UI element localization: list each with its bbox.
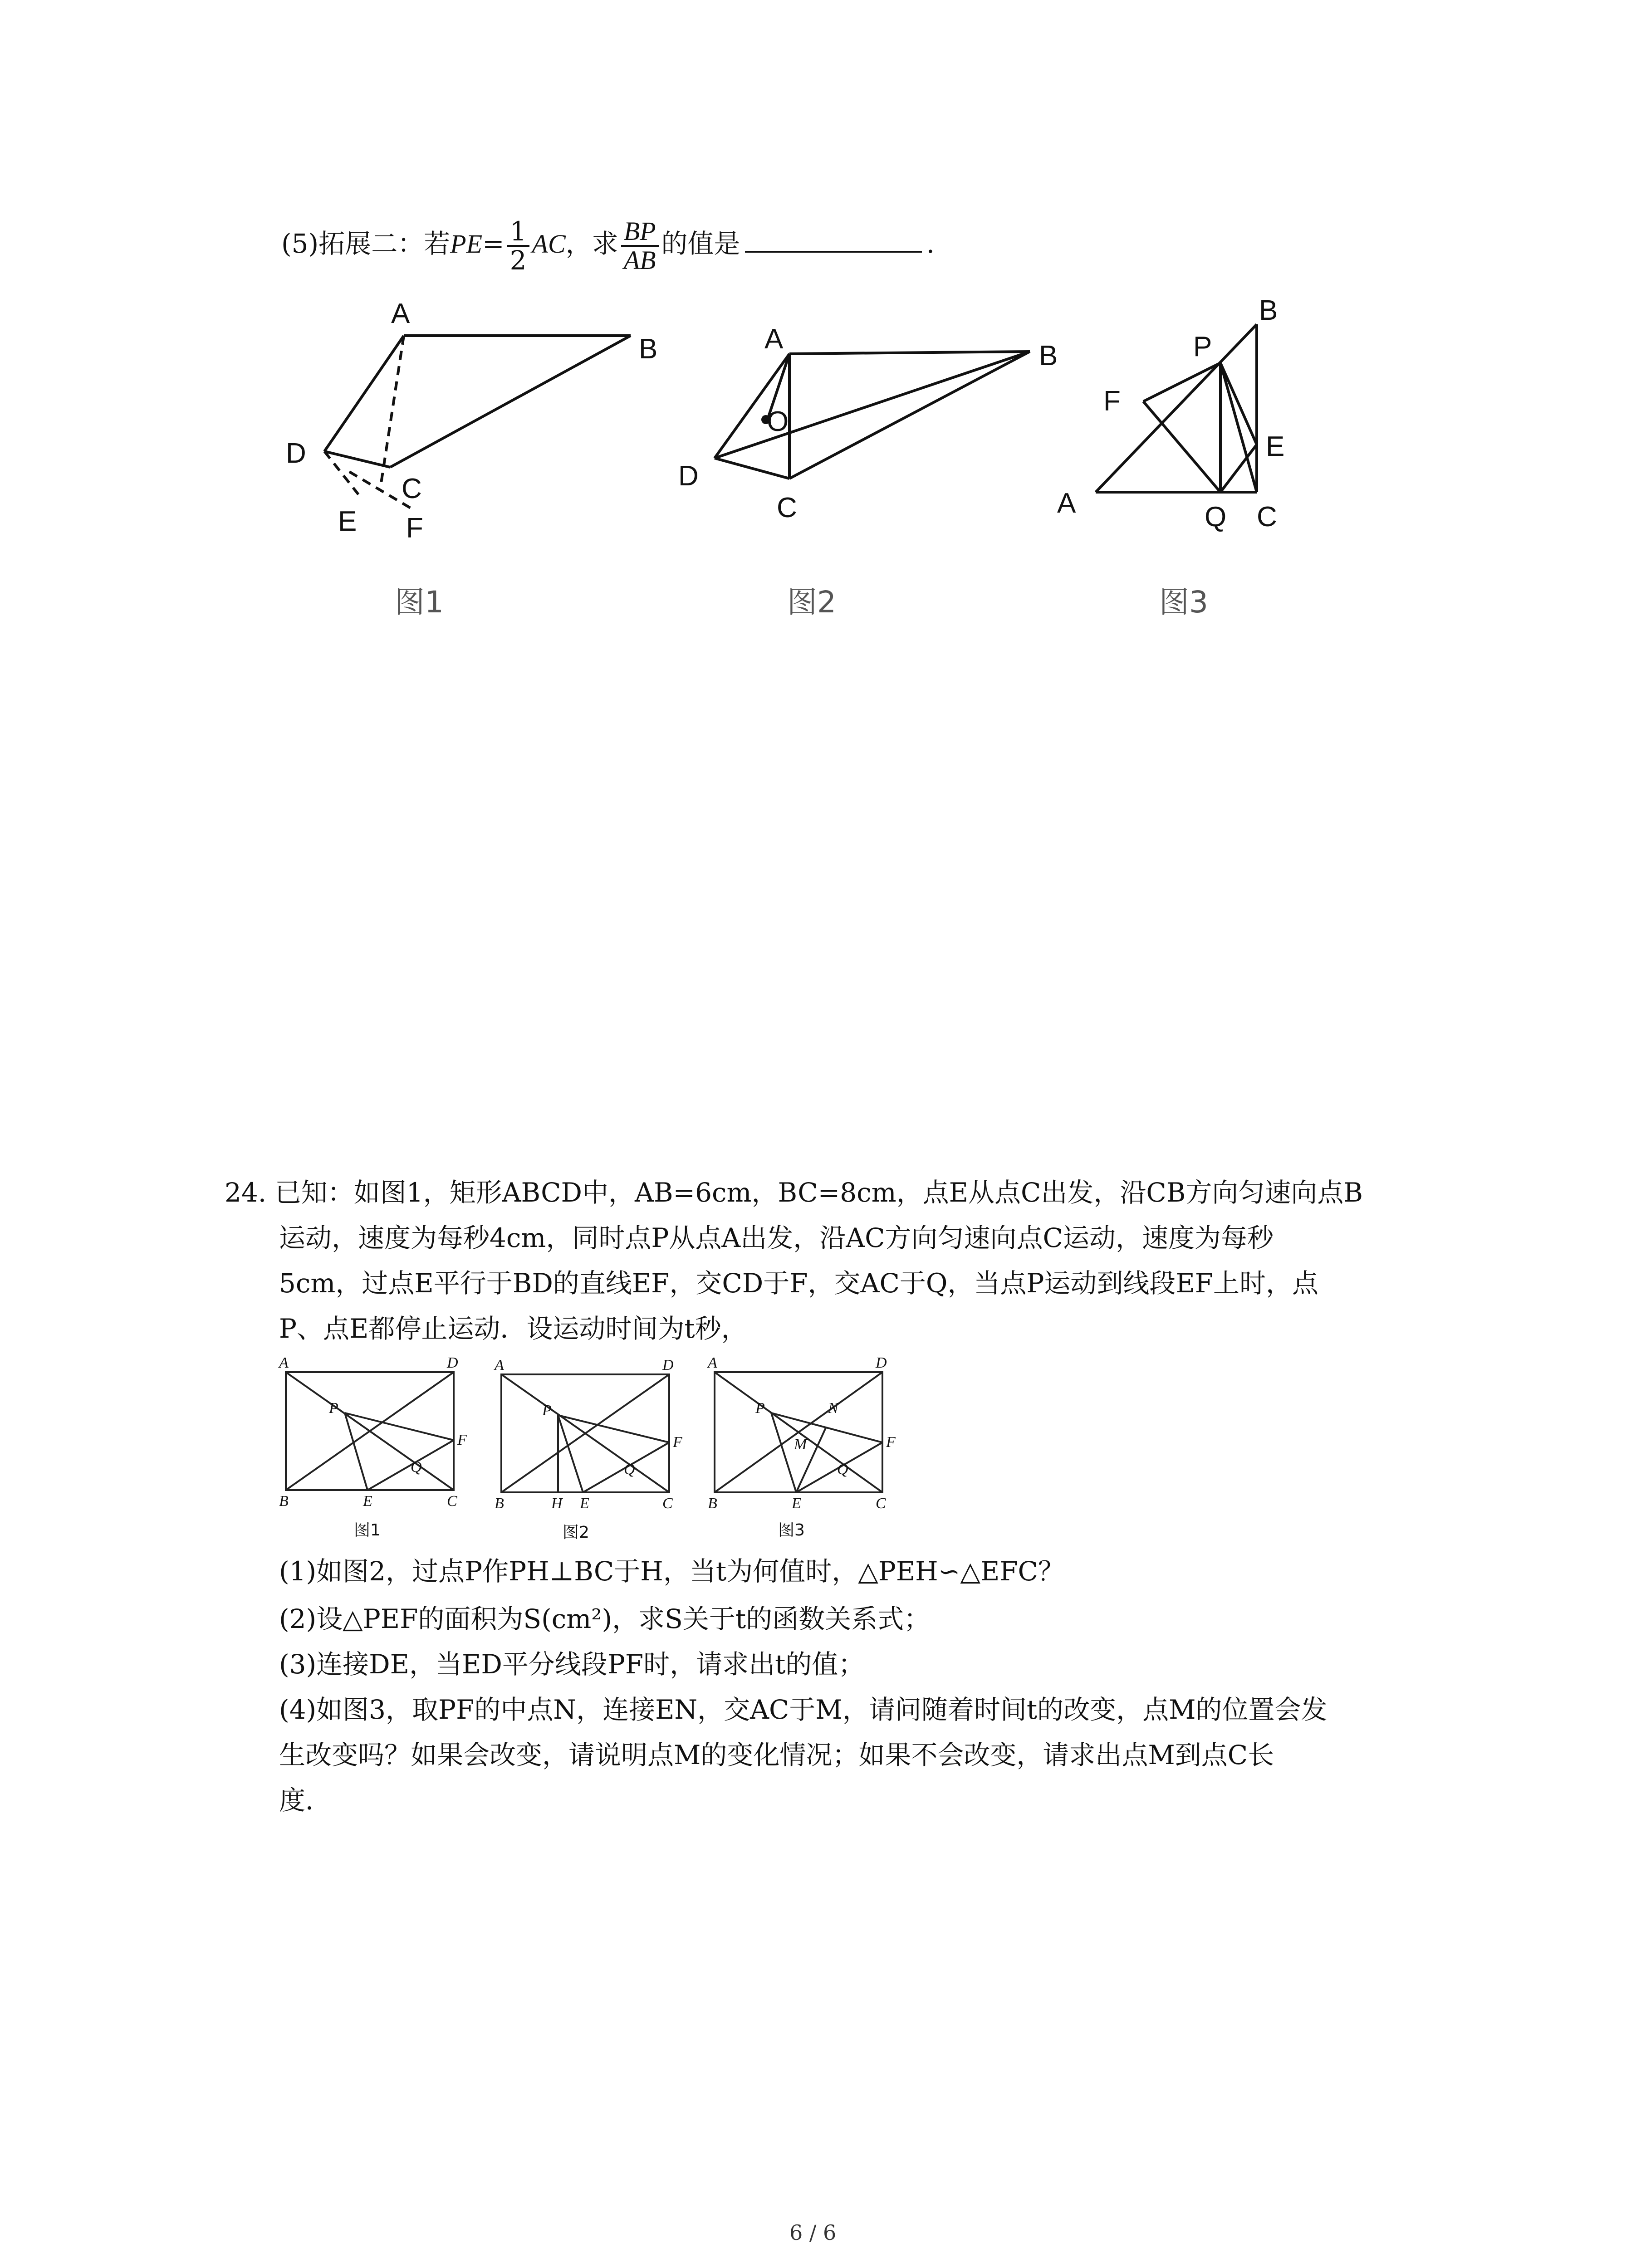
- part5-mid: ，求: [565, 228, 618, 259]
- q24-fig1-label-q: Q: [411, 1459, 422, 1476]
- q24-fig1-label-a: A: [279, 1354, 289, 1371]
- bp-ab-fraction: [621, 218, 659, 274]
- top-fig1: [324, 336, 631, 508]
- top-fig3-label-b: B: [1259, 295, 1278, 326]
- q24-fig3-label-b: B: [708, 1495, 717, 1512]
- top-fig2: [715, 352, 1030, 479]
- top-fig3-label-a: A: [1057, 488, 1076, 519]
- q24-fig3-label-a: A: [708, 1354, 717, 1371]
- q24-fig3-label-d: D: [876, 1354, 887, 1371]
- q24-fig3-label-q: Q: [837, 1461, 848, 1478]
- fraction-numerator: BP: [621, 218, 659, 247]
- q24-line2: 运动，速度为每秒4cm，同时点P从点A出发，沿AC方向匀速向点C运动，速度为每秒: [279, 1222, 1274, 1253]
- part5-eq: =: [482, 228, 505, 259]
- q24-line1: [225, 1175, 1363, 1210]
- q24-fig2-caption: 图2: [563, 1523, 589, 1542]
- q24-line1-text: 已知：如图1，矩形ABCD中，AB=6cm，BC=8cm，点E从点C出发，沿CB方向匀速向点B: [274, 1177, 1363, 1208]
- answer-blank: [745, 225, 922, 253]
- q24-fig2-label-q: Q: [624, 1461, 635, 1478]
- top-fig1-label-f: F: [406, 513, 423, 544]
- part5-prefix: (5)拓展二：若: [281, 228, 451, 259]
- part5-end: .: [926, 228, 935, 259]
- q24-line3: 5cm，过点E平行于BD的直线EF，交CD于F，交AC于Q，当点P运动到线段EF上时，点: [279, 1268, 1318, 1299]
- q24-fig3-label-p: P: [755, 1400, 765, 1417]
- q24-fig1-label-c: C: [447, 1493, 457, 1510]
- q24-fig3-label-f: F: [886, 1434, 896, 1451]
- top-fig1-label-a: A: [391, 298, 410, 329]
- q24-figures: [0, 1352, 1641, 1551]
- q24-fig2-label-a: A: [495, 1357, 504, 1374]
- top-fig1-label-e: E: [338, 506, 357, 537]
- part5-ac: AC: [532, 229, 566, 259]
- top-fig3-label-f: F: [1103, 386, 1121, 417]
- q24-number: 24.: [225, 1177, 267, 1208]
- q24-fig2-label-p: P: [542, 1402, 552, 1419]
- q24-sub3: (3)连接DE，当ED平分线段PF时，请求出t的值；: [279, 1649, 865, 1680]
- top-fig2-label-c: C: [777, 492, 797, 523]
- top-fig3-caption: 图3: [1159, 585, 1208, 620]
- top-fig1-label-d: D: [286, 438, 306, 469]
- q24-fig3-label-c: C: [876, 1495, 886, 1512]
- part5-suffix: 的值是: [661, 228, 740, 259]
- top-fig2-label-o: O: [767, 406, 789, 437]
- q24-fig2: [501, 1374, 669, 1492]
- top-fig2-caption: 图2: [787, 585, 836, 620]
- q24-sub4a: (4)如图3，取PF的中点N，连接EN，交AC于M，请问随着时间t的改变，点M的位置会发: [279, 1694, 1327, 1725]
- part5-pe: PE: [450, 229, 483, 259]
- top-fig3-label-c: C: [1257, 501, 1277, 533]
- q24-fig2-label-f: F: [673, 1434, 682, 1451]
- q24-fig1: [286, 1372, 454, 1490]
- top-fig1-label-b: B: [639, 333, 658, 365]
- q24-fig2-label-b: B: [495, 1495, 504, 1512]
- q24-sub2: (2)设△PEF的面积为S(cm²)，求S关于t的函数关系式；: [279, 1603, 931, 1634]
- top-fig3-label-p: P: [1193, 331, 1212, 362]
- top-fig1-label-c: C: [402, 473, 422, 504]
- q24-sub1: (1)如图2，过点P作PH⊥BC于H，当t为何值时，△PEH∽△EFC？: [279, 1556, 1064, 1587]
- half-numerator: 1: [507, 218, 529, 247]
- part5-line: [281, 218, 935, 274]
- fraction-denominator: AB: [623, 245, 656, 275]
- q24-fig2-label-d: D: [662, 1357, 674, 1374]
- q24-fig1-label-e: E: [363, 1493, 372, 1510]
- q24-fig3-label-n: N: [828, 1400, 838, 1417]
- q24-fig1-label-b: B: [279, 1493, 289, 1510]
- q24-fig2-label-h: H: [551, 1495, 563, 1512]
- q24-fig2-label-e: E: [580, 1495, 589, 1512]
- top-fig3-label-q: Q: [1205, 501, 1227, 533]
- q24-line4: P、点E都停止运动．设运动时间为t秒，: [279, 1313, 748, 1344]
- half-fraction: [507, 218, 529, 274]
- q24-fig3-caption: 图3: [778, 1521, 805, 1540]
- top-figures: [0, 281, 1641, 635]
- q24-fig3: [715, 1372, 882, 1492]
- q24-fig1-label-p: P: [329, 1400, 338, 1417]
- q24-fig1-label-f: F: [457, 1432, 467, 1448]
- top-fig2-label-b: B: [1039, 340, 1058, 371]
- q24-fig2-label-c: C: [662, 1495, 673, 1512]
- q24-fig1-caption: 图1: [354, 1521, 381, 1540]
- half-denominator: 2: [509, 245, 527, 276]
- q24-fig3-label-e: E: [792, 1495, 801, 1512]
- top-fig2-label-a: A: [764, 323, 784, 355]
- page-number: 6 / 6: [789, 2220, 837, 2245]
- top-fig2-label-d: D: [678, 460, 699, 492]
- q24-sub4c: 度．: [279, 1785, 332, 1816]
- q24-fig1-label-d: D: [447, 1354, 458, 1371]
- top-fig1-caption: 图1: [395, 585, 444, 620]
- top-fig3-label-e: E: [1266, 431, 1285, 462]
- q24-fig3-label-m: M: [794, 1436, 807, 1453]
- q24-sub4b: 生改变吗？如果会改变，请说明点M的变化情况；如果不会改变，请求出点M到点C长: [279, 1740, 1274, 1770]
